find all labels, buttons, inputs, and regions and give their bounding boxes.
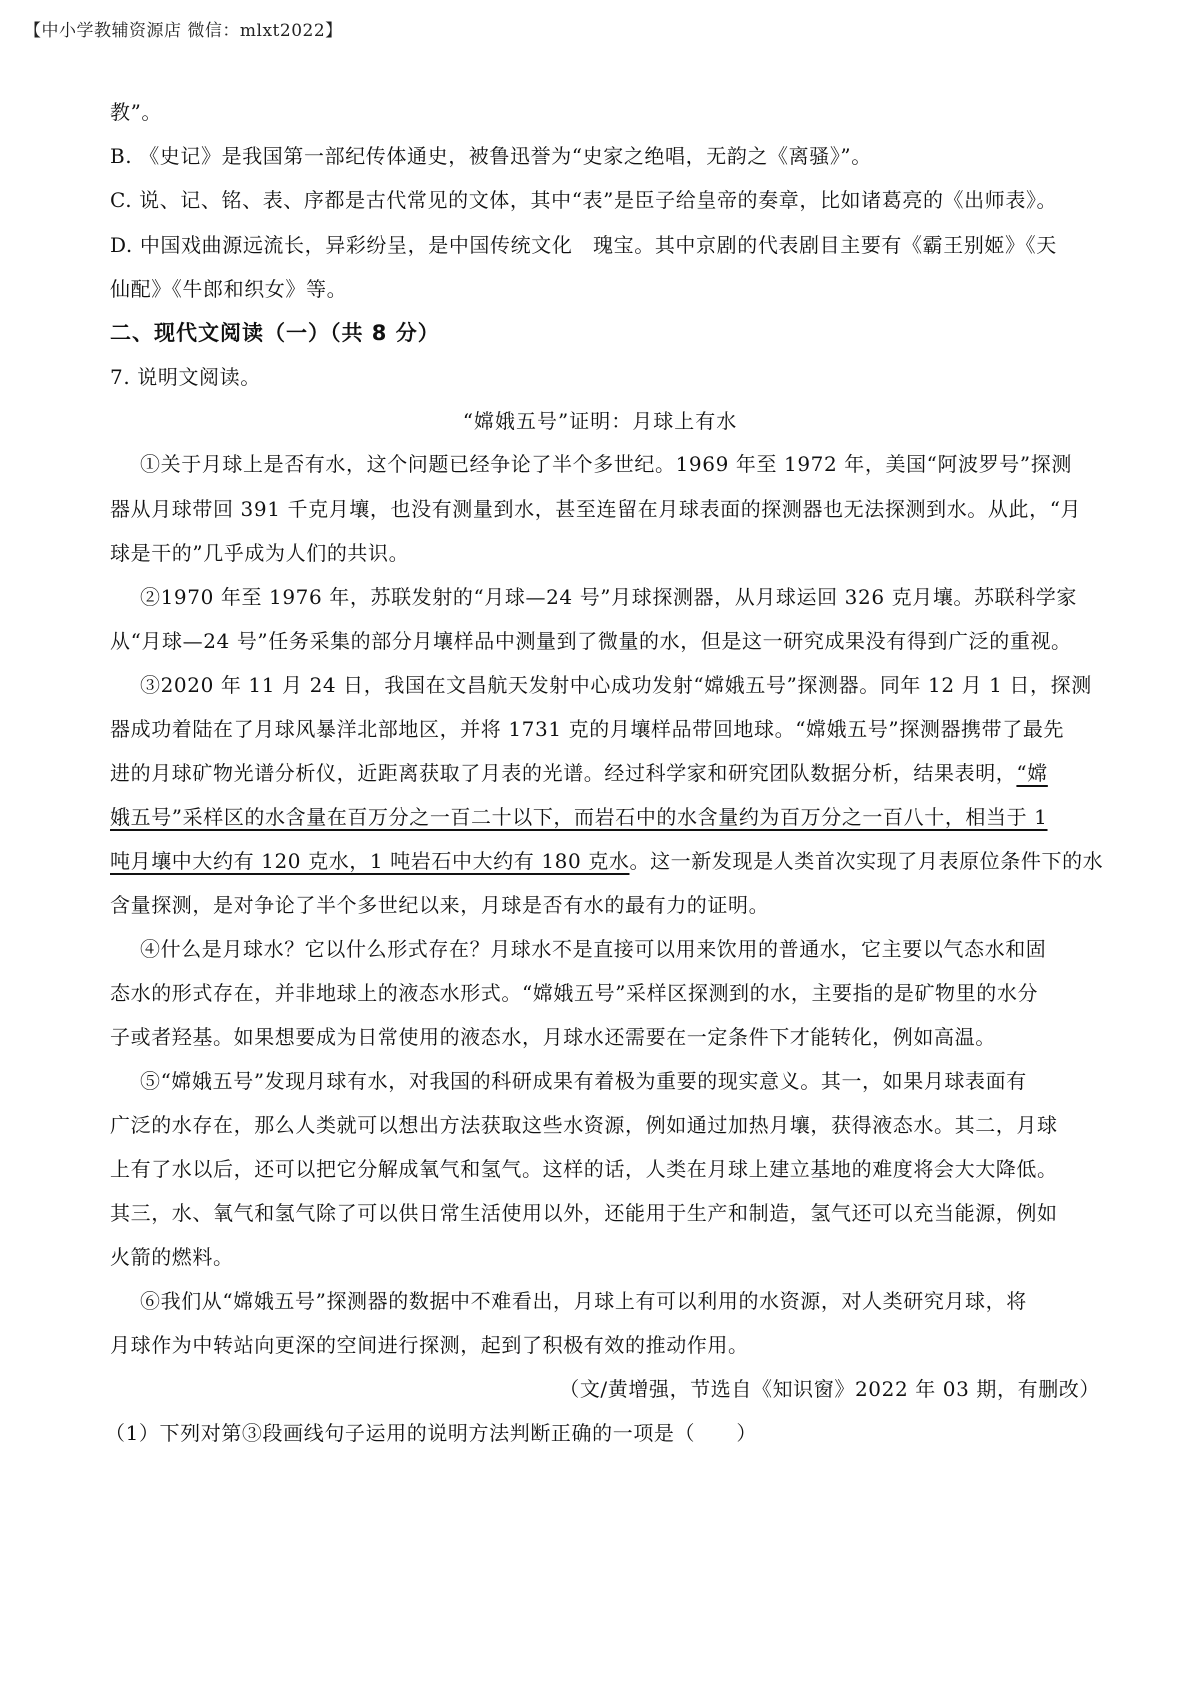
option-d-line2: 仙配》《牛郎和织女》等。 (110, 277, 348, 301)
option-d-line1: D. 中国戏曲源远流长，异彩纷呈，是中国传统文化 瑰宝。其中京剧的代表剧目主要有《霸王别姬》《天 (110, 233, 1057, 257)
paragraph-3-line2: 器成功着陆在了月球风暴洋北部地区，并将 1731 克的月壤样品带回地球。“嫦娥五号”探测器携带了最先 (110, 717, 1065, 741)
paragraph-4-line2: 态水的形式存在，并非地球上的液态水形式。“嫦娥五号”采样区探测到的水，主要指的是矿物里的水分 (110, 981, 1039, 1005)
paragraph-3-line3-text: 进的月球矿物光谱分析仪，近距离获取了月表的光谱。经过科学家和研究团队数据分析，结果表明， (110, 761, 1017, 785)
section-heading: 二、现代文阅读（一）（共 8 分） (110, 321, 440, 345)
paragraph-3-line5 (110, 845, 1104, 874)
paragraph-4-line1: ④什么是月球水？它以什么形式存在？月球水不是直接可以用来饮用的普通水，它主要以气态水和固 (140, 937, 1047, 961)
sub-question-1: （1）下列对第③段画线句子运用的说明方法判断正确的一项是（ ） (105, 1421, 757, 1445)
option-b: B. 《史记》是我国第一部纪传体通史，被鲁迅誉为“史家之绝唱，无韵之《离骚》”。 (110, 144, 872, 168)
paragraph-3-line1: ③2020 年 11 月 24 日，我国在文昌航天发射中心成功发射“嫦娥五号”探测器。同年 12 月 1 日，探测 (140, 673, 1092, 697)
question-number: 7. 说明文阅读。 (110, 365, 261, 389)
paragraph-3-line5-text: 。这一新发现是人类首次实现了月表原位条件下的水 (629, 849, 1104, 873)
paragraph-1-line2: 器从月球带回 391 千克月壤，也没有测量到水，甚至连留在月球表面的探测器也无法探测到水。从此，“月 (110, 497, 1082, 521)
paragraph-6-line1: ⑥我们从“嫦娥五号”探测器的数据中不难看出，月球上有可以利用的水资源，对人类研究月球，将 (140, 1289, 1027, 1313)
paragraph-3-line3 (110, 757, 1100, 786)
option-a-continuation: 教”。 (110, 100, 163, 124)
paragraph-5-line2: 广泛的水存在，那么人类就可以想出方法获取这些水资源，例如通过加热月壤，获得液态水。其二，月球 (110, 1113, 1058, 1137)
paragraph-2-line2: 从“月球—24 号”任务采集的部分月壤样品中测量到了微量的水，但是这一研究成果没有得到广泛的重视。 (110, 629, 1072, 653)
paragraph-1-line1: ①关于月球上是否有水，这个问题已经争论了半个多世纪。1969 年至 1972 年，美国“阿波罗号”探测 (140, 452, 1072, 476)
paragraph-4-line3: 子或者羟基。如果想要成为日常使用的液态水，月球水还需要在一定条件下才能转化，例如高温。 (110, 1025, 996, 1049)
paragraph-5-line4: 其三，水、氧气和氢气除了可以供日常生活使用以外，还能用于生产和制造，氢气还可以充当能源，例如 (110, 1201, 1058, 1225)
paragraph-1-line3: 球是干的”几乎成为人们的共识。 (110, 541, 410, 565)
paragraph-5-line3: 上有了水以后，还可以把它分解成氧气和氢气。这样的话，人类在月球上建立基地的难度将会大大降低。 (110, 1157, 1058, 1181)
article-title: “嫦娥五号”证明：月球上有水 (462, 409, 738, 433)
paragraph-5-line1: ⑤“嫦娥五号”发现月球有水，对我国的科研成果有着极为重要的现实意义。其一，如果月球表面有 (140, 1069, 1027, 1093)
option-c: C. 说、记、铭、表、序都是古代常见的文体，其中“表”是臣子给皇帝的奏章，比如诸葛亮的《出师表》。 (110, 188, 1058, 212)
paragraph-5-line5: 火箭的燃料。 (110, 1245, 234, 1269)
paragraph-2-line1: ②1970 年至 1976 年，苏联发射的“月球—24 号”月球探测器，从月球运回 326 克月壤。苏联科学家 (140, 585, 1078, 609)
underlined-sentence-middle: 娥五号”采样区的水含量在百万分之一百二十以下，而岩石中的水含量约为百万分之一百八十，相当于 1 (110, 805, 1048, 829)
watermark-header: 【中小学教辅资源店 微信：mlxt2022】 (24, 21, 343, 41)
paragraph-6-line2: 月球作为中转站向更深的空间进行探测，起到了积极有效的推动作用。 (110, 1333, 749, 1357)
underlined-sentence-start: “嫦 (1016, 761, 1048, 785)
underlined-sentence-end: 吨月壤中大约有 120 克水，1 吨岩石中大约有 180 克水 (110, 849, 630, 873)
paragraph-3-line6: 含量探测，是对争论了半个多世纪以来，月球是否有水的最有力的证明。 (110, 893, 770, 917)
article-source: （文/黄增强，节选自《知识窗》2022 年 03 期，有删改） (559, 1377, 1100, 1401)
